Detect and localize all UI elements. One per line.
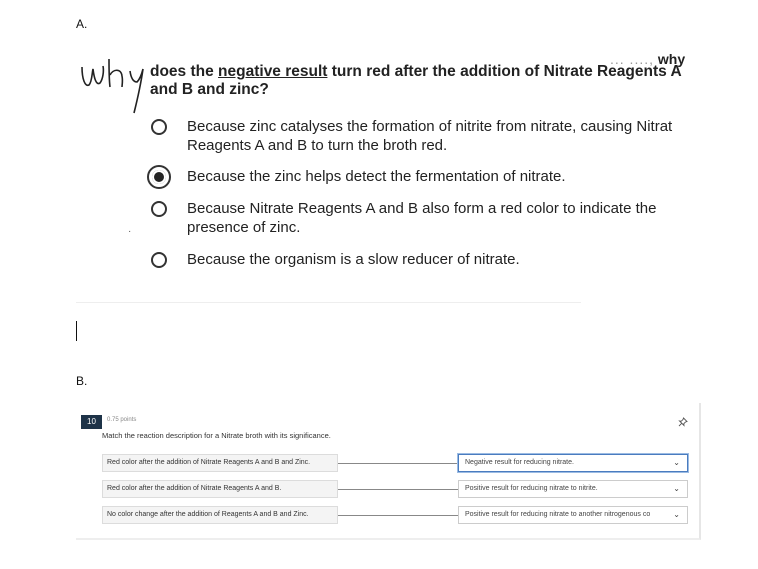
chevron-down-icon: ⌄ xyxy=(673,484,680,493)
option-text: Because the organism is a slow reducer of nitrate. xyxy=(187,251,520,268)
stray-dot: · xyxy=(128,226,132,237)
option-text: Because the zinc helps detect the fermentation of nitrate. xyxy=(187,168,566,185)
points-label: 0.75 points xyxy=(107,417,137,423)
radio-unselected[interactable] xyxy=(151,119,167,135)
question-post: turn red after the addition of Nitrate Reagents A and B and zinc? xyxy=(150,63,682,98)
match-connector xyxy=(338,489,458,490)
answer-option-2[interactable] xyxy=(148,167,708,189)
text-cursor xyxy=(76,321,77,341)
match-connector xyxy=(338,463,458,464)
match-select[interactable] xyxy=(458,454,688,472)
question-prompt: Match the reaction description for a Nitrate broth with its significance. xyxy=(102,431,331,440)
part-a-label: A. xyxy=(76,17,88,31)
option-text: Because Nitrate Reagents A and B also form a red color to indicate the presence of zinc. xyxy=(187,200,657,236)
match-left-item: Red color after the addition of Nitrate Reagents A and B. xyxy=(102,480,338,498)
radio-unselected[interactable] xyxy=(151,201,167,217)
radio-selected[interactable] xyxy=(147,165,171,189)
question-number: 10 xyxy=(81,415,102,429)
answer-option-3[interactable] xyxy=(148,199,708,237)
option-text: Because zinc catalyses the formation of nitrite from nitrate, causing Nitrat Reagents A and B to turn the broth red. xyxy=(187,118,673,154)
radio-unselected[interactable] xyxy=(151,252,167,268)
question-fragment-text: why xyxy=(657,51,686,67)
part-b-label: B. xyxy=(76,374,88,388)
match-connector xyxy=(338,515,458,516)
pin-icon-svg xyxy=(678,417,688,427)
chevron-down-icon: ⌄ xyxy=(673,458,680,467)
match-left-item: Red color after the addition of Nitrate Reagents A and B and Zinc. xyxy=(102,454,338,472)
question-fragment-faded: ... ...., xyxy=(610,51,655,67)
handwritten-why xyxy=(78,55,150,119)
question-pre: does the xyxy=(150,63,219,80)
answer-option-1[interactable] xyxy=(148,117,708,155)
radio-dot-icon xyxy=(152,170,166,184)
pin-icon[interactable] xyxy=(678,417,688,430)
answer-option-4[interactable] xyxy=(148,250,708,269)
match-select-value: Positive result for reducing nitrate to nitrite. xyxy=(465,485,598,492)
chevron-down-icon: ⌄ xyxy=(673,510,680,519)
divider xyxy=(76,302,581,303)
question-underlined: negative result xyxy=(218,63,328,80)
match-select-value: Positive result for reducing nitrate to another nitrogenous co xyxy=(465,511,651,518)
match-select-value: Negative result for reducing nitrate. xyxy=(465,459,574,466)
match-select[interactable] xyxy=(458,480,688,498)
match-select[interactable] xyxy=(458,506,688,524)
match-left-item: No color change after the addition of Reagents A and B and Zinc. xyxy=(102,506,338,524)
question-text xyxy=(150,63,710,99)
